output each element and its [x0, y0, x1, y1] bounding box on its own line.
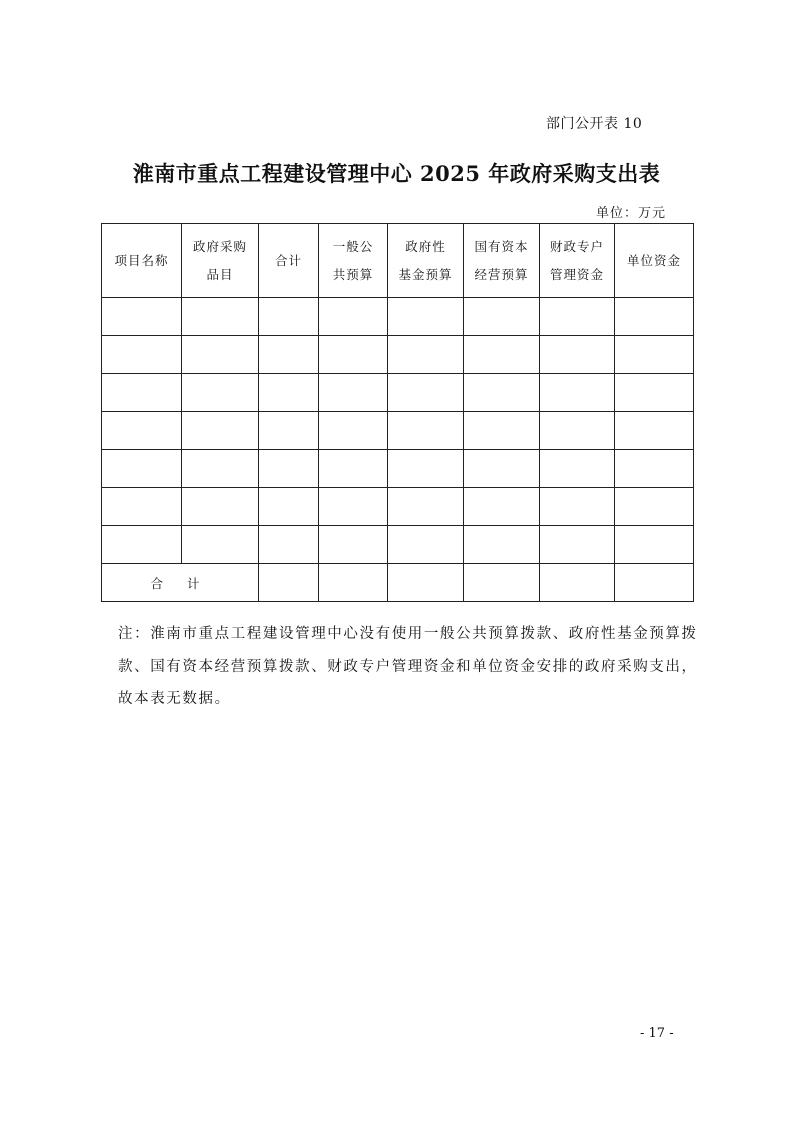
header-project-name: 项目名称 — [102, 224, 182, 298]
table-row — [102, 412, 694, 450]
table-row — [102, 488, 694, 526]
table-tag: 部门公开表 10 — [546, 116, 643, 132]
header-special-account-funds: 财政专户 管理资金 — [540, 224, 615, 298]
note-text: 注：淮南市重点工程建设管理中心没有使用一般公共预算拨款、政府性基金预算拨款、国有资本经营预算拨款、财政专户管理资金和单位资金安排的政府采购支出，故本表无数据。 — [118, 626, 698, 707]
header-unit-funds: 单位资金 — [615, 224, 694, 298]
table-row — [102, 298, 694, 336]
total-label: 合 计 — [102, 564, 259, 602]
table-row — [102, 526, 694, 564]
procurement-table — [101, 223, 694, 602]
table-total-row — [102, 564, 694, 602]
header-general-budget: 一般公 共预算 — [319, 224, 388, 298]
header-fund-budget: 政府性 基金预算 — [388, 224, 464, 298]
header-procurement-category: 政府采购 品目 — [182, 224, 259, 298]
page-title: 淮南市重点工程建设管理中心 2025 年政府采购支出表 — [132, 161, 661, 186]
unit-label: 单位：万元 — [596, 206, 667, 221]
table-row — [102, 374, 694, 412]
header-total: 合计 — [259, 224, 319, 298]
page-number: - 17 - — [640, 1026, 674, 1041]
table-row — [102, 336, 694, 374]
table-header-row — [102, 224, 694, 298]
header-state-capital-budget: 国有资本 经营预算 — [464, 224, 540, 298]
table-row — [102, 450, 694, 488]
